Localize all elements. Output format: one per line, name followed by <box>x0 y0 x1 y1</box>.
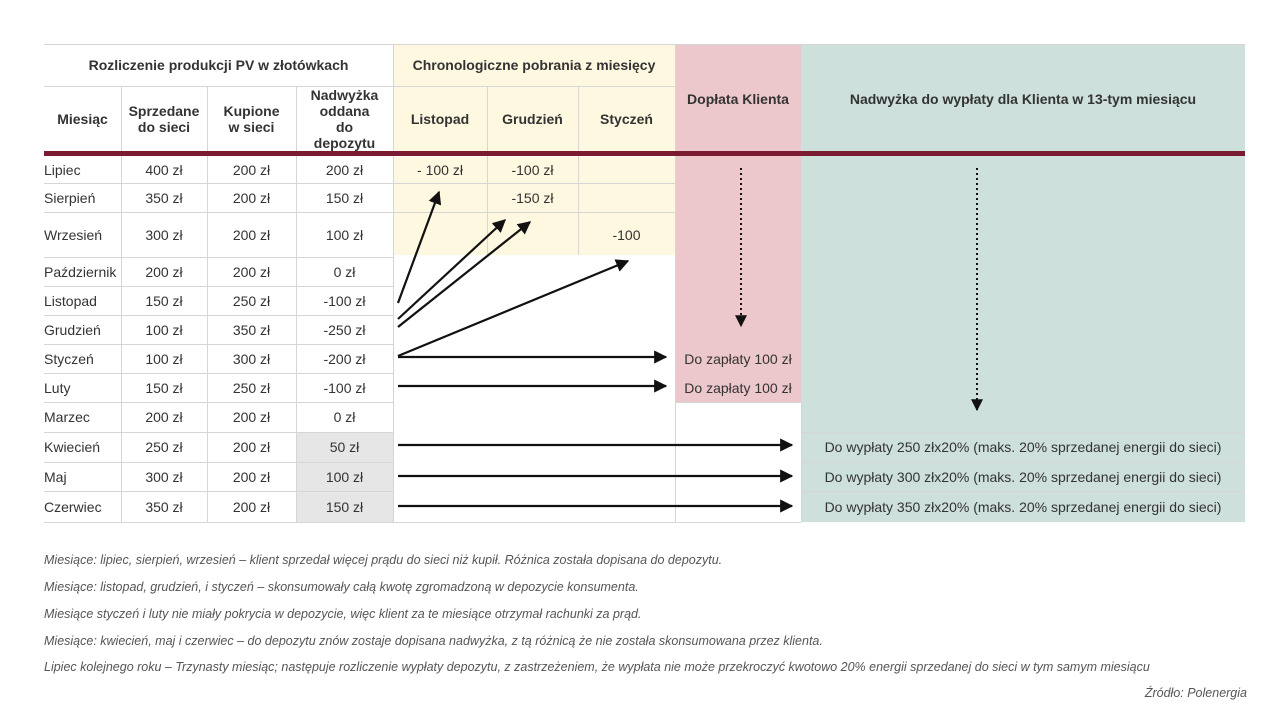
cell-bought: 300 zł <box>232 350 271 367</box>
cell-month: Luty <box>44 379 71 396</box>
cell-surplus: 50 zł <box>329 439 360 455</box>
cell-grudzien: -100 zł <box>511 162 554 178</box>
cell-sold: 300 zł <box>145 226 183 243</box>
note-2: Miesiące: listopad, grudzień, i styczeń – skonsumowały całą kwotę zgromadzoną w depozycie konsumenta. <box>44 580 639 594</box>
cell-month: Październik <box>44 263 117 280</box>
cell-month: Styczeń <box>44 350 94 367</box>
cell-month: Maj <box>44 468 67 485</box>
cell-doplata: Do zapłaty 100 zł <box>684 379 792 396</box>
cell-month: Lipiec <box>44 162 81 178</box>
source-credit: Źródło: Polenergia <box>1144 686 1247 700</box>
cell-surplus: 150 zł <box>325 189 364 206</box>
cell-bought: 200 zł <box>232 498 271 515</box>
cell-month: Grudzień <box>44 321 101 338</box>
group-header-chrono: Chronologiczne pobrania z miesięcy <box>412 57 656 73</box>
cell-month: Czerwiec <box>44 498 102 515</box>
cell-wyplata: Do wypłaty 250 złx20% (maks. 20% sprzedanej energii do sieci) <box>824 439 1222 455</box>
cell-sold: 200 zł <box>145 409 183 425</box>
cell-bought: 200 zł <box>232 189 271 206</box>
cell-sold: 250 zł <box>145 439 183 455</box>
cell-doplata: Do zapłaty 100 zł <box>684 350 792 367</box>
cell-month: Sierpień <box>44 189 96 206</box>
note-4: Miesiące: kwiecień, maj i czerwiec – do depozytu znów zostaje dopisana nadwyżka, z tą różnicą że nie została skonsumowana przez klienta. <box>44 634 823 648</box>
note-5: Lipiec kolejnego roku – Trzynasty miesiąc; następuje rozliczenie wypłaty depozytu, z zastrzeżeniem, że wypłata nie może przekroczyć kwotowo 20% energii sprzedanej do sieci w tym samym miesiącu <box>44 660 1150 674</box>
cell-bought: 250 zł <box>232 292 271 309</box>
cell-surplus: 200 zł <box>325 162 364 178</box>
cell-month: Wrzesień <box>44 226 103 243</box>
cell-month: Marzec <box>44 409 90 425</box>
cell-listopad: - 100 zł <box>417 162 463 178</box>
cell-wyplata: Do wypłaty 300 złx20% (maks. 20% sprzedanej energii do sieci) <box>824 468 1222 485</box>
cell-sold: 350 zł <box>145 498 183 515</box>
cell-bought: 250 zł <box>232 379 271 396</box>
col-header-sprzedane: Sprzedane do sieci <box>128 102 200 135</box>
arrow-styczen-to-wrzesien <box>398 261 628 356</box>
cell-surplus: 100 zł <box>325 468 364 485</box>
cell-surplus: -100 zł <box>323 379 366 396</box>
note-1: Miesiące: lipiec, sierpień, wrzesień – klient sprzedał więcej prądu do sieci niż kupił. Różnica została dopisana do depozytu. <box>44 553 723 567</box>
cell-sold: 300 zł <box>145 468 183 485</box>
cell-surplus: 0 zł <box>333 263 356 280</box>
cell-surplus: -200 zł <box>323 350 366 367</box>
col-header-miesiac: Miesiąc <box>57 110 108 127</box>
note-3: Miesiące styczeń i luty nie miały pokrycia w depozycie, więc klient za te miesiące otrzymał rachunki za prąd. <box>44 607 642 621</box>
cell-wyplata: Do wypłaty 350 złx20% (maks. 20% sprzedanej energii do sieci) <box>824 498 1222 515</box>
cell-month: Kwiecień <box>44 439 101 455</box>
col-header-styczen: Styczeń <box>600 110 653 127</box>
cell-surplus: 150 zł <box>325 498 364 515</box>
header-nadwyzka: Nadwyżka do wypłaty dla Klienta w 13-tym miesiącu <box>849 91 1197 107</box>
cell-surplus: 100 zł <box>325 226 364 243</box>
col-header-nadwyzka: Nadwyżka oddana do depozytu <box>310 86 379 151</box>
cell-bought: 200 zł <box>232 226 271 243</box>
cell-month: Listopad <box>44 292 97 309</box>
header-doplata: Dopłata Klienta <box>687 91 789 107</box>
cell-sold: 400 zł <box>145 162 183 178</box>
arrow-grudzien-to-lipiec <box>398 220 505 319</box>
cell-sold: 100 zł <box>145 321 183 338</box>
cell-surplus: -250 zł <box>323 321 366 338</box>
col-header-kupione: Kupione w sieci <box>223 102 280 135</box>
cell-bought: 350 zł <box>232 321 271 338</box>
arrow-grudzien-to-sierpien <box>398 222 530 327</box>
cell-sold: 100 zł <box>145 350 183 367</box>
cell-bought: 200 zł <box>232 162 271 178</box>
cell-styczen: -100 <box>612 226 641 243</box>
cell-sold: 150 zł <box>145 292 183 309</box>
col-header-listopad: Listopad <box>410 110 470 127</box>
cell-sold: 200 zł <box>145 263 183 280</box>
group-header-pv: Rozliczenie produkcji PV w złotówkach <box>88 57 349 73</box>
cell-surplus: 0 zł <box>333 409 356 425</box>
cell-sold: 150 zł <box>145 379 183 396</box>
cell-bought: 200 zł <box>232 439 271 455</box>
cell-bought: 200 zł <box>232 409 271 425</box>
cell-grudzien: -150 zł <box>511 189 554 206</box>
cell-bought: 200 zł <box>232 468 271 485</box>
cell-sold: 350 zł <box>145 189 183 206</box>
col-header-grudzien: Grudzień <box>502 110 563 127</box>
cell-surplus: -100 zł <box>323 292 366 309</box>
cell-bought: 200 zł <box>232 263 271 280</box>
